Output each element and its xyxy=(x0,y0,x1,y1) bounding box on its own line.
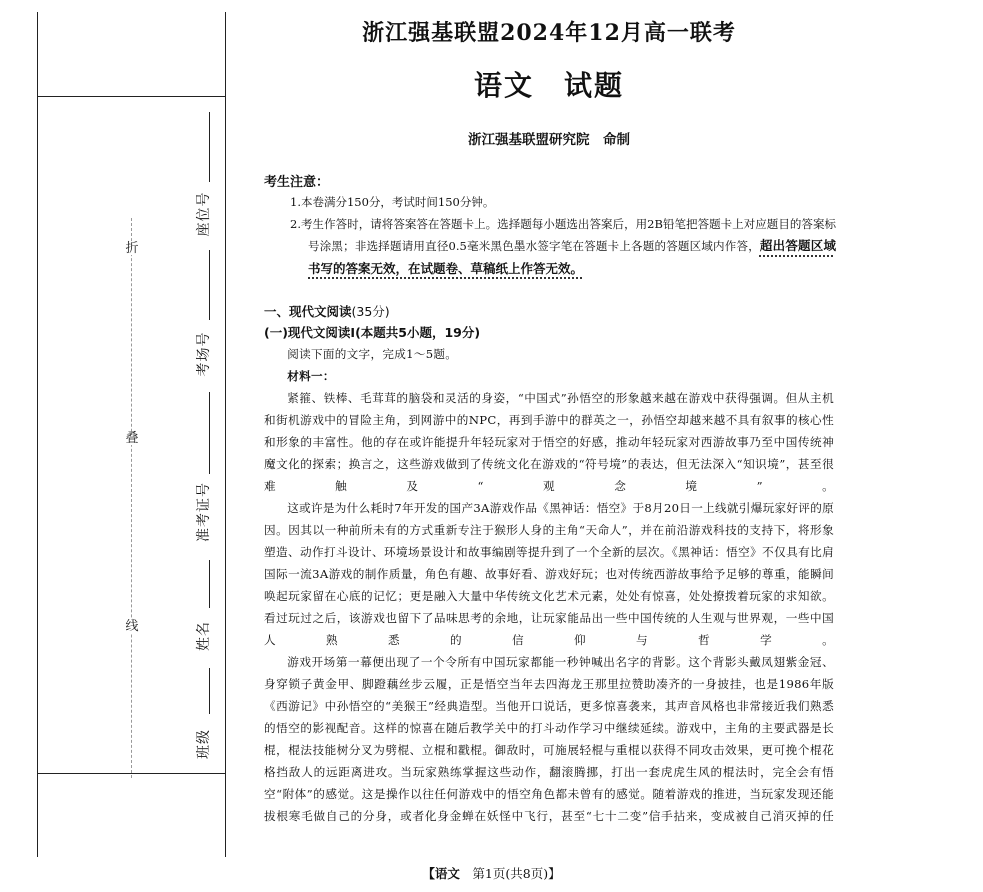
admission-number-label: 准考证号 xyxy=(196,482,212,542)
exam-title: 浙江强基联盟2024年12月高一联考 xyxy=(362,20,736,46)
seat-number-label: 座位号 xyxy=(196,191,212,237)
paragraph-3: 游戏开场第一幕便出现了一个令所有中国玩家都能一秒钟喊出名字的背影。这个背影头戴凤翅紫金冠、身穿锁子黄金甲、脚蹬藕丝步云履，正是悟空当年去四海龙王那里拉赞助凑齐的一身披挂，也是1986年版《西游记》中孙悟空的“美猴王”经典造型。当他开口说话，更多惊喜袭来，其声音风格也非常接近我们熟悉的悟空的影视配音。这样的惊喜在随后教学关中的打斗动作学习中继续延续。游戏中，主角的主要武器是长棍，棍法技能树分叉为劈棍、立棍和戳棍。御敌时，可施展轻棍与重棍以获得不同攻击效果，更可挽个棍花格挡敌人的远距离进攻。当玩家熟练掌握这些动作，翻滚腾挪，打出一套虎虎生风的棍法时，完全会有悟空“附体”的感觉。这是操作以往任何游戏中的悟空角色都未曾有的感觉。随着游戏的推进，当玩家发现还能拔根寒毛做自己的分身，或者化身金蝉在妖怪中飞行，甚至“七十二变”信手拈来，变成被自己消灭掉的任 xyxy=(264,655,834,823)
notice-item-2: 2.考生作答时，请将答案答在答题卡上。选择题每小题选出答案后，用2B铅笔把答题卡上对应题目的答案标号涂黑；非选择题请用直径0.5毫米黑色墨水签字笔在答题卡上各题的答题区域内作答，超出答题区域书写的答案无效，在试题卷、草稿纸上作答无效。 xyxy=(290,216,836,276)
class-label: 班级 xyxy=(196,729,212,759)
notice-warning: 超出答题区域书写的答案无效，在试题卷、草稿纸上作答无效。 xyxy=(308,238,836,276)
instruction: 阅读下面的文字，完成1～5题。 xyxy=(287,347,458,361)
exam-room-label: 考场号 xyxy=(196,331,212,377)
paragraph-1: 紧箍、铁棒、毛茸茸的脑袋和灵活的身姿，“中国式”孙悟空的形象越来越在游戏中获得强调。但从主机和街机游戏中的冒险主角，到网游中的NPC，再到手游中的群英之一，孙悟空却越来越不具有叙事的核心性和形象的丰富性。他的存在或许能提升年轻玩家对于悟空的好感，推动年轻玩家对西游故事乃至中国传统神魔文化的探索；换言之，这些游戏做到了传统文化在游戏的“符号境”的表达，但无法深入“知识境”，甚至很难触及“观念境”。 xyxy=(264,391,834,493)
footer-subject: 【语文 xyxy=(422,866,460,881)
margin-top-divider xyxy=(37,96,226,97)
notice-heading: 考生注意： xyxy=(264,175,330,190)
paragraph-2: 这或许是为什么耗时7年开发的国产3A游戏作品《黑神话：悟空》于8月20日一上线就引爆玩家好评的原因。因其以一种前所未有的方式重新专注于猴形人身的主角“天命人”，并在前沿游戏科技的支持下，将形象塑造、动作打斗设计、环境场景设计和故事编剧等提升到了一个全新的层次。《黑神话：悟空》不仅具有比肩国际一流3A游戏的制作质量，角色有趣、故事好看、游戏好玩；也对传统西游故事给予足够的尊重，能瞬间唤起玩家留在心底的记忆；更是融入大量中华传统文化艺术元素，处处有惊喜，处处撩拨着玩家的求知欲。看过玩过之后，该游戏也留下了品味思考的余地，让玩家能品出一些中国传统的人生观与世界观，一些中国人熟悉的信仰与哲学。 xyxy=(264,501,834,647)
notice-item-1: 1.本卷满分150分，考试时间150分钟。 xyxy=(290,195,495,209)
maker-line: 浙江强基联盟研究院 命制 xyxy=(468,132,630,148)
notice-list xyxy=(290,192,836,280)
subject-title: 语文 试题 xyxy=(473,69,624,102)
reading-passage xyxy=(264,343,834,827)
page-footer xyxy=(0,864,983,882)
fold-word-3: 线 xyxy=(125,619,139,634)
subsection-heading: (一)现代文阅读Ⅰ(本题共5小题，19分) xyxy=(264,325,481,340)
material-label: 材料一： xyxy=(287,369,335,383)
fold-word-2: 叠 xyxy=(125,431,139,446)
fold-dashed-line xyxy=(131,218,132,778)
name-label: 姓名 xyxy=(196,621,212,651)
section-heading: 一、现代文阅读(35分) xyxy=(264,304,390,319)
fold-word-1: 折 xyxy=(125,241,139,256)
footer-page: 第1页(共8页)】 xyxy=(472,866,561,881)
